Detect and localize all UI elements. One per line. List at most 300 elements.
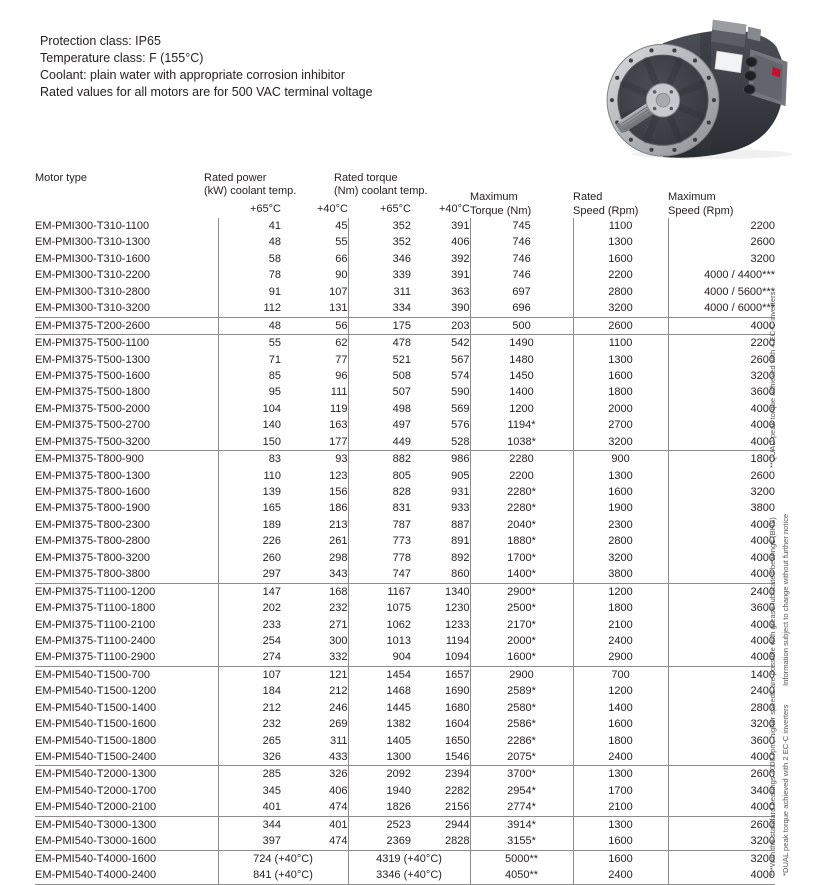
- table-row: [35, 251, 775, 267]
- torque-40c-cell: 203: [411, 317, 470, 334]
- motor-type-cell: EM-PMI540-T4000-1600: [35, 850, 218, 867]
- motor-type-cell: EM-PMI540-T3000-1300: [35, 816, 218, 833]
- power-65c-cell: 91: [218, 284, 281, 300]
- power-65c-cell: 147: [218, 583, 281, 600]
- motor-type-cell: EM-PMI375-T1100-2900: [35, 651, 156, 664]
- max-speed-cell: 2600: [668, 352, 775, 368]
- power-40c-cell: 401: [281, 816, 348, 833]
- max-speed-cell: 2600: [668, 816, 775, 833]
- rated-power-cell: 841 (+40°C): [218, 867, 348, 884]
- power-65c-cell: 139: [218, 484, 281, 500]
- rated-speed-cell: 2200: [573, 267, 668, 283]
- torque-65c-cell: 1167: [348, 583, 411, 600]
- power-65c-cell: 150: [218, 434, 281, 451]
- max-speed-cell: 4000: [668, 749, 775, 766]
- power-40c-cell: 406: [329, 784, 348, 797]
- max-speed-cell: 3600: [668, 600, 775, 616]
- max-speed-cell: 3200: [668, 484, 775, 500]
- rated-speed-cell: 2100: [573, 799, 668, 816]
- torque-65c-cell: 1826: [348, 799, 411, 816]
- power-65c-cell: 140: [218, 417, 281, 433]
- motor-type-cell: EM-PMI375-T200-2600: [35, 317, 218, 334]
- max-torque-cell: 746: [470, 267, 573, 283]
- table-row: [35, 816, 775, 833]
- max-torque-cell: 2774*: [470, 799, 573, 816]
- rated-power-cell: 724 (+40°C): [218, 850, 348, 867]
- power-65c-cell: 232: [218, 716, 281, 732]
- max-speed-cell: 3600: [668, 733, 775, 749]
- table-row: [35, 550, 775, 566]
- torque-40c-cell: 406: [451, 236, 470, 249]
- torque-40c-cell: 933: [451, 502, 470, 515]
- power-40c-cell: 119: [329, 402, 348, 415]
- max-speed-cell: 4000 / 4400***: [668, 267, 775, 283]
- footnote-change-notice: Information subject to change without further notice: [781, 513, 790, 686]
- motor-type-cell: EM-PMI300-T310-2800: [35, 285, 150, 298]
- power-40c-cell: 269: [329, 718, 348, 731]
- torque-65c-cell: 773: [348, 533, 411, 549]
- table-row: [35, 649, 775, 666]
- max-speed-cell: 4000: [668, 550, 775, 566]
- max-torque-cell: 3914*: [470, 816, 573, 833]
- table-header-row-1: [35, 172, 775, 185]
- max-torque-cell: 500: [470, 317, 573, 334]
- motor-type-cell: EM-PMI375-T800-2300: [35, 518, 150, 531]
- table-row: [35, 468, 775, 484]
- table-row: [35, 600, 775, 616]
- max-torque-cell: 1480: [470, 352, 573, 368]
- max-torque-cell: 1450: [470, 368, 573, 384]
- max-speed-cell: 2800: [668, 700, 775, 716]
- torque-65c-cell: 508: [348, 368, 411, 384]
- col-header-torque-40c: +40°C: [439, 203, 471, 215]
- max-speed-cell: 3200: [668, 368, 775, 384]
- rated-speed-cell: 2800: [573, 284, 668, 300]
- rated-speed-cell: 2400: [573, 867, 668, 884]
- rated-speed-cell: 3200: [573, 550, 668, 566]
- max-torque-cell: 2286*: [470, 733, 573, 749]
- torque-65c-cell: 352: [348, 218, 411, 234]
- torque-40c-cell: 1340: [411, 583, 470, 600]
- power-40c-cell: 271: [329, 618, 348, 631]
- max-torque-cell: 2900: [470, 666, 573, 683]
- table-row: [35, 284, 775, 300]
- col-header-power-40c: +40°C: [316, 203, 348, 215]
- torque-65c-cell: 2523: [348, 816, 411, 833]
- max-torque-cell: 2900*: [470, 583, 573, 600]
- max-speed-cell: 4000: [668, 649, 775, 666]
- power-65c-cell: 260: [218, 550, 281, 566]
- power-40c-cell: 111: [330, 386, 348, 399]
- power-40c-cell: 56: [281, 317, 348, 334]
- max-torque-cell: 3155*: [470, 833, 573, 850]
- max-speed-cell: 4000: [668, 617, 775, 633]
- rated-torque-cell: 4319 (+40°C): [348, 850, 470, 867]
- max-torque-cell: 746: [470, 234, 573, 250]
- table-row: [35, 566, 775, 583]
- table-row: [35, 317, 775, 334]
- rated-speed-cell: 2900: [573, 649, 668, 666]
- motor-type-cell: EM-PMI540-T2000-1300: [35, 766, 218, 783]
- power-40c-cell: 261: [329, 535, 348, 548]
- max-speed-cell: 3400: [668, 783, 775, 799]
- torque-40c-cell: 1194: [445, 634, 470, 647]
- power-65c-cell: 397: [218, 833, 281, 850]
- torque-40c-cell: 891: [451, 535, 470, 548]
- torque-40c-cell: 363: [451, 285, 470, 298]
- motor-type-cell: EM-PMI300-T310-1600: [35, 252, 150, 265]
- table-row: [35, 700, 775, 716]
- torque-65c-cell: 1454: [348, 666, 411, 683]
- power-65c-cell: 85: [218, 368, 281, 384]
- motor-type-cell: EM-PMI540-T3000-1600: [35, 835, 157, 848]
- torque-40c-cell: 2156: [445, 801, 470, 814]
- torque-65c-cell: 498: [348, 401, 411, 417]
- power-40c-cell: 343: [329, 568, 348, 581]
- power-65c-cell: 212: [218, 700, 281, 716]
- power-40c-cell: 163: [329, 419, 348, 432]
- torque-40c-cell: 2394: [411, 766, 470, 783]
- power-65c-cell: 254: [218, 633, 281, 649]
- power-40c-cell: 246: [329, 701, 348, 714]
- power-40c-cell: 177: [329, 435, 348, 448]
- max-torque-cell: 1700*: [470, 550, 573, 566]
- power-65c-cell: 184: [218, 683, 281, 699]
- max-torque-cell: 746: [470, 251, 573, 267]
- power-40c-cell: 77: [335, 353, 348, 366]
- motor-type-cell: EM-PMI300-T310-3200: [35, 302, 150, 315]
- torque-40c-cell: 542: [411, 335, 470, 352]
- rated-speed-cell: 1800: [573, 384, 668, 400]
- max-torque-cell: 696: [470, 300, 573, 317]
- rated-speed-cell: 3200: [573, 434, 668, 451]
- power-65c-cell: 112: [218, 300, 281, 317]
- rated-speed-cell: 1600: [573, 251, 668, 267]
- motor-type-cell: EM-PMI375-T800-2800: [35, 535, 150, 548]
- torque-65c-cell: 882: [348, 451, 411, 468]
- torque-40c-cell: 1657: [411, 666, 470, 683]
- torque-40c-cell: 574: [451, 369, 470, 382]
- torque-65c-cell: 497: [348, 417, 411, 433]
- torque-40c-cell: 2828: [445, 835, 470, 848]
- table-row: [35, 583, 775, 600]
- max-speed-cell: 2600: [668, 766, 775, 783]
- torque-40c-cell: 986: [411, 451, 470, 468]
- rated-speed-cell: 2600: [573, 317, 668, 334]
- motor-spec-table: [35, 172, 775, 885]
- torque-40c-cell: 1094: [445, 651, 470, 664]
- table-row: [35, 300, 775, 317]
- motor-type-cell: EM-PMI540-T1500-700: [35, 666, 218, 683]
- rated-speed-cell: 2700: [573, 417, 668, 433]
- protection-class-line: Protection class: IP65: [40, 34, 161, 48]
- power-65c-cell: 78: [218, 267, 281, 283]
- torque-40c-cell: 569: [451, 402, 470, 415]
- max-speed-cell: 4000: [668, 566, 775, 583]
- max-torque-cell: 1400*: [470, 566, 573, 583]
- power-40c-cell: 298: [329, 551, 348, 564]
- col-header-rated-torque: Rated torque: [334, 172, 398, 184]
- power-65c-cell: 71: [218, 352, 281, 368]
- power-65c-cell: 48: [218, 234, 281, 250]
- rated-speed-cell: 900: [573, 451, 668, 468]
- torque-65c-cell: 1445: [348, 700, 411, 716]
- torque-65c-cell: 1405: [348, 733, 411, 749]
- power-65c-cell: 48: [218, 317, 281, 334]
- motor-type-cell: EM-PMI375-T800-1600: [35, 486, 150, 499]
- max-torque-cell: 4050**: [470, 867, 573, 884]
- max-speed-cell: 2200: [668, 335, 775, 352]
- footnote-bearings: ***With the standard bearings 4000 rpm, higher speeds are possible with grease lubricated bearings (BHS): [768, 517, 777, 876]
- table-row: [35, 234, 775, 250]
- motor-type-cell: EM-PMI540-T1500-2400: [35, 751, 157, 764]
- torque-40c-cell: 392: [451, 252, 470, 265]
- max-speed-cell: 3200: [668, 251, 775, 267]
- rated-speed-cell: 700: [573, 666, 668, 683]
- table-row: [35, 517, 775, 533]
- rated-speed-cell: 1600: [573, 484, 668, 500]
- power-40c-cell: 474: [329, 835, 348, 848]
- torque-40c-cell: 528: [451, 435, 470, 448]
- max-torque-cell: 2954*: [470, 783, 573, 799]
- torque-40c-cell: 391: [451, 269, 470, 282]
- max-speed-cell: 2600: [668, 468, 775, 484]
- table-row: [35, 617, 775, 633]
- col-header-max-torque: Maximum Torque (Nm): [470, 191, 532, 217]
- max-torque-cell: 1400: [470, 384, 573, 400]
- torque-65c-cell: 1382: [348, 716, 411, 732]
- rated-speed-cell: 2000: [573, 401, 668, 417]
- max-speed-cell: 3200: [668, 833, 775, 850]
- rated-speed-cell: 1300: [573, 352, 668, 368]
- rated-speed-cell: 1300: [573, 234, 668, 250]
- col-header-power-65c: +65°C: [249, 203, 281, 215]
- power-40c-cell: 93: [281, 451, 348, 468]
- torque-40c-cell: 1690: [445, 685, 470, 698]
- torque-65c-cell: 828: [348, 484, 411, 500]
- table-row: [35, 401, 775, 417]
- rated-speed-cell: 1700: [573, 783, 668, 799]
- power-40c-cell: 66: [335, 252, 348, 265]
- torque-40c-cell: 576: [451, 419, 470, 432]
- max-torque-cell: 1200: [470, 401, 573, 417]
- max-speed-cell: 2200: [668, 218, 775, 234]
- table-row: [35, 218, 775, 234]
- torque-65c-cell: 1013: [348, 633, 411, 649]
- torque-65c-cell: 449: [348, 434, 411, 451]
- torque-65c-cell: 747: [348, 566, 411, 583]
- motor-type-cell: EM-PMI540-T1500-1200: [35, 685, 157, 698]
- max-torque-cell: 2500*: [470, 600, 573, 616]
- motor-table-body: [35, 218, 775, 884]
- rated-speed-cell: 2800: [573, 533, 668, 549]
- power-40c-cell: 90: [335, 269, 348, 282]
- power-65c-cell: 107: [218, 666, 281, 683]
- torque-40c-cell: 905: [451, 469, 470, 482]
- motor-type-cell: EM-PMI375-T1100-1800: [35, 602, 156, 615]
- rated-speed-cell: 1400: [573, 700, 668, 716]
- power-40c-cell: 186: [329, 502, 348, 515]
- power-65c-cell: 58: [218, 251, 281, 267]
- torque-40c-cell: 860: [451, 568, 470, 581]
- power-65c-cell: 104: [218, 401, 281, 417]
- torque-40c-cell: 892: [451, 551, 470, 564]
- footnote-dual-torque: *DUAL peak torque achieved with 2 EC-C inverters: [781, 704, 790, 876]
- motor-type-cell: EM-PMI375-T500-1100: [35, 335, 218, 352]
- torque-65c-cell: 1075: [348, 600, 411, 616]
- max-torque-cell: 2075*: [470, 749, 573, 766]
- power-40c-cell: 62: [281, 335, 348, 352]
- max-torque-cell: 2589*: [470, 683, 573, 699]
- torque-65c-cell: 478: [348, 335, 411, 352]
- max-speed-cell: 1400: [668, 666, 775, 683]
- power-65c-cell: 189: [218, 517, 281, 533]
- max-torque-cell: 2280*: [470, 484, 573, 500]
- max-torque-cell: 3700*: [470, 766, 573, 783]
- rated-speed-cell: 1300: [573, 468, 668, 484]
- max-speed-cell: 4000: [668, 633, 775, 649]
- table-row: [35, 335, 775, 352]
- max-speed-cell: 3800: [668, 500, 775, 516]
- max-torque-cell: 1038*: [470, 434, 573, 451]
- max-torque-cell: 5000**: [470, 850, 573, 867]
- max-speed-cell: 4000: [668, 517, 775, 533]
- table-row: [35, 683, 775, 699]
- power-40c-cell: 123: [329, 469, 348, 482]
- power-40c-cell: 156: [329, 486, 348, 499]
- motor-type-cell: EM-PMI300-T310-1100: [35, 220, 150, 233]
- rated-speed-cell: 3200: [573, 300, 668, 317]
- max-speed-cell: 4000 / 5600***: [668, 284, 775, 300]
- rated-speed-cell: 1300: [573, 816, 668, 833]
- power-65c-cell: 265: [218, 733, 281, 749]
- power-40c-cell: 212: [329, 685, 348, 698]
- coolant-line: Coolant: plain water with appropriate corrosion inhibitor: [40, 68, 346, 82]
- power-40c-cell: 45: [335, 220, 348, 233]
- table-row: [35, 533, 775, 549]
- motor-type-cell: EM-PMI375-T500-1300: [35, 353, 150, 366]
- max-torque-cell: 2200: [470, 468, 573, 484]
- torque-40c-cell: 391: [451, 220, 470, 233]
- max-speed-cell: 4000: [668, 401, 775, 417]
- table-row: [35, 799, 775, 816]
- table-row: [35, 850, 775, 867]
- max-torque-cell: 1880*: [470, 533, 573, 549]
- rated-speed-cell: 1800: [573, 600, 668, 616]
- torque-40c-cell: 390: [451, 302, 470, 315]
- max-torque-cell: 1600*: [470, 649, 573, 666]
- torque-40c-cell: 2944: [411, 816, 470, 833]
- motor-photo: [598, 8, 826, 160]
- max-torque-cell: 1490: [470, 335, 573, 352]
- power-40c-cell: 55: [335, 236, 348, 249]
- max-speed-cell: 4000 / 6000***: [668, 300, 775, 317]
- power-40c-cell: 300: [329, 634, 348, 647]
- torque-40c-cell: 887: [451, 518, 470, 531]
- table-row: [35, 267, 775, 283]
- rated-speed-cell: 1800: [573, 733, 668, 749]
- power-40c-cell: 474: [329, 801, 348, 814]
- table-row: [35, 733, 775, 749]
- torque-65c-cell: 1062: [348, 617, 411, 633]
- motor-type-cell: EM-PMI375-T800-1300: [35, 469, 150, 482]
- torque-40c-cell: 1546: [445, 751, 470, 764]
- motor-type-cell: EM-PMI375-T1100-2100: [35, 618, 156, 631]
- max-speed-cell: 3600: [668, 384, 775, 400]
- col-header-rated-power: Rated power: [204, 172, 267, 184]
- torque-40c-cell: 590: [451, 386, 470, 399]
- motor-type-cell: EM-PMI540-T1500-1400: [35, 701, 157, 714]
- table-row: [35, 783, 775, 799]
- max-speed-cell: 1800: [668, 451, 775, 468]
- power-65c-cell: 110: [218, 468, 281, 484]
- torque-65c-cell: 1468: [348, 683, 411, 699]
- power-40c-cell: 326: [281, 766, 348, 783]
- max-speed-cell: 4000: [668, 799, 775, 816]
- power-40c-cell: 107: [329, 285, 348, 298]
- max-torque-cell: 1194*: [470, 417, 573, 433]
- motor-type-cell: EM-PMI375-T500-2700: [35, 419, 150, 432]
- max-torque-cell: 2280: [470, 451, 573, 468]
- col-header-max-speed: Maximum Speed (Rpm): [668, 191, 734, 217]
- torque-65c-cell: 521: [348, 352, 411, 368]
- col-subheader-power-unit: (kW) coolant temp.: [204, 185, 297, 197]
- table-row: [35, 867, 775, 884]
- motor-type-cell: EM-PMI375-T500-1600: [35, 369, 150, 382]
- power-40c-cell: 121: [281, 666, 348, 683]
- table-row: [35, 384, 775, 400]
- rated-values-line: Rated values for all motors are for 500 VAC terminal voltage: [40, 85, 373, 99]
- power-65c-cell: 83: [218, 451, 281, 468]
- col-header-motor-type: Motor type: [35, 172, 87, 184]
- torque-65c-cell: 2369: [348, 833, 411, 850]
- max-torque-cell: 2280*: [470, 500, 573, 516]
- rated-torque-cell: 3346 (+40°C): [348, 867, 470, 884]
- max-speed-cell: 4000: [668, 317, 775, 334]
- motor-type-cell: EM-PMI300-T310-2200: [35, 269, 150, 282]
- rated-speed-cell: 1200: [573, 583, 668, 600]
- power-40c-cell: 213: [329, 518, 348, 531]
- power-65c-cell: 55: [218, 335, 281, 352]
- power-40c-cell: 96: [335, 369, 348, 382]
- torque-65c-cell: 507: [348, 384, 411, 400]
- rated-speed-cell: 1600: [573, 833, 668, 850]
- footnote-quad-torque: **QUAD peak torque achieved with 4 EC-C inverters: [768, 291, 777, 468]
- rated-speed-cell: 2300: [573, 517, 668, 533]
- torque-65c-cell: 352: [348, 234, 411, 250]
- power-65c-cell: 165: [218, 500, 281, 516]
- table-row: [35, 766, 775, 783]
- table-row: [35, 484, 775, 500]
- torque-65c-cell: 339: [348, 267, 411, 283]
- table-row: [35, 500, 775, 516]
- motor-type-cell: EM-PMI375-T1100-2400: [35, 634, 156, 647]
- power-65c-cell: 285: [218, 766, 281, 783]
- torque-40c-cell: 931: [451, 486, 470, 499]
- motor-type-cell: EM-PMI300-T310-1300: [35, 236, 150, 249]
- max-speed-cell: 2600: [668, 234, 775, 250]
- max-speed-cell: 4000: [668, 867, 775, 884]
- table-row: [35, 434, 775, 451]
- rated-speed-cell: 2100: [573, 617, 668, 633]
- max-torque-cell: 2000*: [470, 633, 573, 649]
- rated-speed-cell: 1300: [573, 766, 668, 783]
- power-65c-cell: 41: [218, 218, 281, 234]
- torque-40c-cell: 567: [451, 353, 470, 366]
- table-row: [35, 749, 775, 766]
- rated-speed-cell: 1100: [573, 335, 668, 352]
- table-row: [35, 451, 775, 468]
